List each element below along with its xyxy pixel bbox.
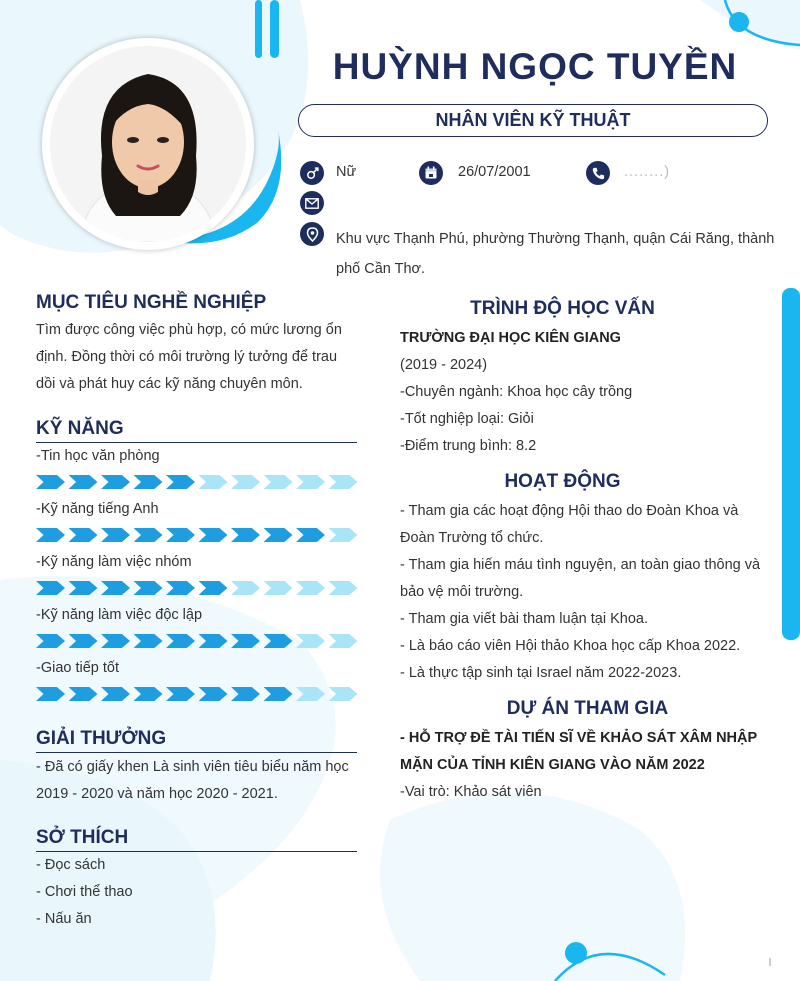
rating-arrow-filled [36,528,65,542]
rating-arrow-empty [296,634,325,648]
project-title-line: - HỖ TRỢ ĐỀ TÀI TIẾN SĨ VỀ KHẢO SÁT XÂM NHẬP [400,730,758,746]
career-heading: MỤC TIÊU NGHỀ NGHIỆP [36,292,267,313]
project-role: -Vai trò: Khảo sát viên [400,784,542,800]
career-objective [36,317,358,398]
rating-arrow-filled [199,581,228,595]
candidate-name: HUỲNH NGỌC TUYỀN [332,46,738,87]
skill-item [36,501,358,542]
rating-arrow-empty [231,581,260,595]
gender-value: Nữ [336,164,357,180]
skills-heading: KỸ NĂNG [36,418,357,443]
rating-arrow-filled [264,634,293,648]
rating-arrow-filled [36,581,65,595]
skill-item [36,660,358,701]
projects-details [400,725,757,806]
career-line: định. Đồng thời có môi trường lý tưởng để trau [36,349,338,365]
address-line: phố Cần Thơ. [336,261,426,277]
rating-arrow-filled [134,687,163,701]
skill-label: -Kỹ năng làm việc nhóm [36,554,192,570]
skill-label: -Kỹ năng tiếng Anh [36,501,159,517]
rating-arrow-filled [231,634,260,648]
school-name: TRƯỜNG ĐẠI HỌC KIÊN GIANG [400,330,621,346]
activity-line: - Tham gia hiến máu tình nguyện, an toàn giao thông và [400,557,761,573]
skill-label: -Tin học văn phòng [36,448,160,464]
education-heading: TRÌNH ĐỘ HỌC VẤN [470,298,655,319]
projects-heading: DỰ ÁN THAM GIA [506,698,669,719]
rating-arrow-filled [69,475,98,489]
activities-heading: HOẠT ĐỘNG [504,471,621,492]
activity-line: - Là báo cáo viên Hội thảo Khoa học cấp Khoa 2022. [400,638,741,654]
education-line: -Tốt nghiệp loại: Giỏi [400,411,534,427]
skill-item [36,607,358,648]
rating-arrow-filled [36,687,65,701]
rating-arrow-filled [231,687,260,701]
job-title: NHÂN VIÊN KỸ THUẬT [298,104,768,137]
skill-label: -Kỹ năng làm việc độc lập [36,607,203,623]
gender-icon [300,161,324,185]
education-line: (2019 - 2024) [400,357,488,373]
hobby-item: - Nấu ăn [36,911,92,927]
birthday-value: 26/07/2001 [458,164,531,180]
rating-arrow-empty [329,475,358,489]
career-line: Tìm được công việc phù hợp, có mức lương ổn [36,322,342,338]
rating-arrow-filled [166,475,195,489]
skill-rating [36,528,358,542]
rating-arrow-filled [101,475,130,489]
rating-arrow-empty [329,528,358,542]
education-details [400,325,632,460]
rating-arrow-empty [329,634,358,648]
calendar-icon [419,161,443,185]
rating-arrow-filled [101,687,130,701]
rating-arrow-filled [36,475,65,489]
rating-arrow-empty [329,687,358,701]
location-icon [300,222,324,246]
education-line: -Điểm trung bình: 8.2 [400,438,537,454]
hobbies-list [36,852,133,933]
phone-value: ........) [624,164,671,180]
skill-rating [36,634,358,648]
award-line: 2019 - 2020 và năm học 2020 - 2021. [36,786,278,802]
rating-arrow-filled [101,581,130,595]
rating-arrow-filled [166,581,195,595]
awards-heading: GIẢI THƯỞNG [36,728,357,753]
rating-arrow-empty [264,475,293,489]
skill-label: -Giao tiếp tốt [36,660,120,676]
award-line: - Đã có giấy khen Là sinh viên tiêu biểu năm học [36,759,349,775]
address-line: Khu vực Thạnh Phú, phường Thường Thạnh, quận Cái Răng, thành [336,231,775,247]
rating-arrow-filled [296,528,325,542]
rating-arrow-filled [101,528,130,542]
activity-line: - Là thực tập sinh tại Israel năm 2022-2023. [400,665,682,681]
rating-arrow-filled [264,528,293,542]
rating-arrow-filled [134,581,163,595]
rating-arrow-empty [264,581,293,595]
rating-arrow-filled [166,687,195,701]
rating-arrow-filled [231,528,260,542]
activity-line: - Tham gia các hoạt động Hội thao do Đoàn Khoa và [400,503,739,519]
rating-arrow-empty [296,475,325,489]
rating-arrow-filled [36,634,65,648]
rating-arrow-filled [166,528,195,542]
education-line: -Chuyên ngành: Khoa học cây trồng [400,384,633,400]
skill-rating [36,687,358,701]
hobbies-heading: SỞ THÍCH [36,827,357,852]
rating-arrow-filled [69,634,98,648]
avatar [50,46,246,242]
rating-arrow-filled [69,528,98,542]
rating-arrow-empty [231,475,260,489]
email-icon [300,191,324,215]
rating-arrow-empty [296,687,325,701]
rating-arrow-filled [69,687,98,701]
rating-arrow-filled [199,687,228,701]
rating-arrow-empty [199,475,228,489]
address [336,224,774,284]
rating-arrow-filled [134,475,163,489]
rating-arrow-empty [296,581,325,595]
rating-arrow-filled [101,634,130,648]
skill-rating [36,475,358,489]
rating-arrow-filled [166,634,195,648]
activity-line: Đoàn Trường tổ chức. [400,530,544,546]
activity-line: - Tham gia viết bài tham luận tại Khoa. [400,611,648,627]
rating-arrow-filled [134,528,163,542]
awards-text [36,754,349,808]
rating-arrow-filled [199,528,228,542]
skill-item [36,554,358,595]
career-line: dồi và phát huy các kỹ năng chuyên môn. [36,376,303,392]
project-title-line: MẶN CỦA TỈNH KIÊN GIANG VÀO NĂM 2022 [400,757,705,773]
phone-icon [586,161,610,185]
activities-list [400,498,760,687]
rating-arrow-filled [134,634,163,648]
hobby-item: - Đọc sách [36,857,106,873]
skill-rating [36,581,358,595]
rating-arrow-filled [69,581,98,595]
rating-arrow-filled [264,687,293,701]
rating-arrow-empty [329,581,358,595]
hobby-item: - Chơi thể thao [36,884,133,900]
skill-item [36,448,358,489]
rating-arrow-filled [199,634,228,648]
activity-line: bảo vệ môi trường. [400,584,524,600]
